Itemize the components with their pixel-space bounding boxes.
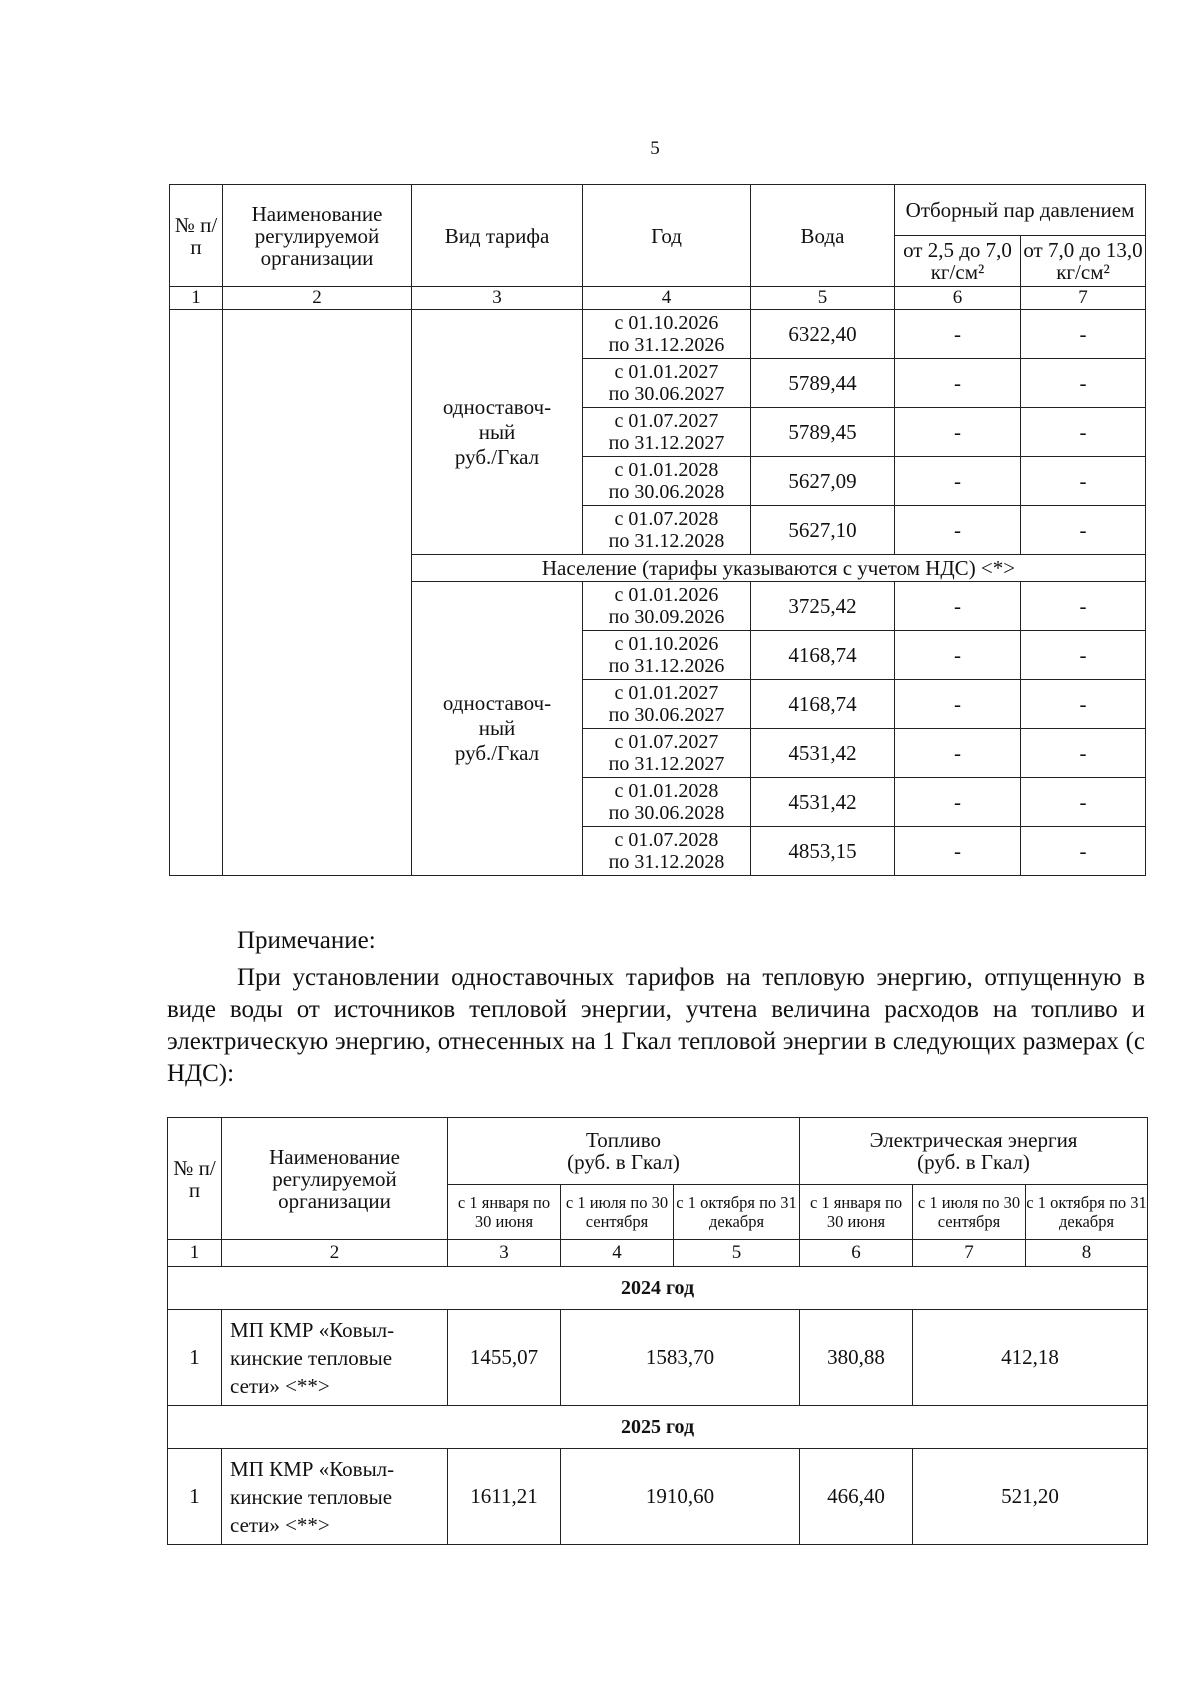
fuel-h2-value: 1910,60 <box>561 1449 800 1545</box>
steam-low-value: - <box>895 506 1021 555</box>
elec-h1-value: 466,40 <box>800 1449 913 1545</box>
steam-low-value: - <box>895 408 1021 457</box>
header-period: с 1 октября по 31 декабря <box>674 1185 800 1240</box>
col-index: 2 <box>222 1240 448 1267</box>
num-cell: 1 <box>168 1310 222 1406</box>
col-index: 2 <box>223 287 412 310</box>
steam-high-value: - <box>1021 310 1146 359</box>
fuel-h1-value: 1455,07 <box>448 1310 561 1406</box>
header-steam-high: от 7,0 до 13,0 кг/см² <box>1021 236 1146 287</box>
year-row <box>168 1267 1148 1310</box>
period-cell: с 01.07.2027 по 31.12.2027 <box>583 408 751 457</box>
steam-high-value: - <box>1021 729 1146 778</box>
period-cell: с 01.01.2026 по 30.09.2026 <box>583 582 751 631</box>
header-period: с 1 января по 30 июня <box>800 1185 913 1240</box>
header-num: № п/п <box>168 1118 222 1240</box>
year-label: 2024 год <box>168 1267 1148 1310</box>
col-index: 1 <box>168 1240 222 1267</box>
header-period: с 1 октября по 31 декабря <box>1026 1185 1148 1240</box>
population-label: Население (тарифы указываются с учетом НДС) <*> <box>412 555 1146 582</box>
water-value: 4531,42 <box>751 729 895 778</box>
org-cell <box>223 310 412 876</box>
header-org: Наименование регулируемой организации <box>223 185 412 287</box>
period-cell: с 01.07.2028 по 31.12.2028 <box>583 827 751 876</box>
org-name: МП КМР «Ковыл- кинские тепловые сети» <**> <box>222 1310 448 1406</box>
water-value: 4853,15 <box>751 827 895 876</box>
col-index: 3 <box>448 1240 561 1267</box>
steam-low-value: - <box>895 778 1021 827</box>
header-year: Год <box>583 185 751 287</box>
steam-high-value: - <box>1021 408 1146 457</box>
note-body: При установлении одноставочных тарифов на тепловую энергию, отпущенную в виде воды от источников тепловой энергии, учтена величина расходов на топливо и электрическую энергию, отнесенных на 1 Гкал тепловой энергии в следующих размерах (с НДС): <box>167 964 1145 1087</box>
header-electricity: Электрическая энергия (руб. в Гкал) <box>800 1118 1148 1185</box>
period-cell: с 01.01.2027 по 30.06.2027 <box>583 680 751 729</box>
cost-table <box>167 1117 1148 1545</box>
steam-high-value: - <box>1021 506 1146 555</box>
table-row <box>168 1449 1148 1545</box>
steam-high-value: - <box>1021 582 1146 631</box>
tariff-type-cell: одноставоч- ный руб./Гкал <box>412 310 583 555</box>
org-name: МП КМР «Ковыл- кинские тепловые сети» <**> <box>222 1449 448 1545</box>
steam-low-value: - <box>895 827 1021 876</box>
elec-h2-value: 521,20 <box>913 1449 1148 1545</box>
fuel-h2-value: 1583,70 <box>561 1310 800 1406</box>
header-org: Наименование регулируемой организации <box>222 1118 448 1240</box>
year-label: 2025 год <box>168 1406 1148 1449</box>
tariff-type-cell: одноставоч- ный руб./Гкал <box>412 582 583 876</box>
steam-low-value: - <box>895 680 1021 729</box>
water-value: 5789,44 <box>751 359 895 408</box>
header-period: с 1 июля по 30 сентября <box>913 1185 1026 1240</box>
col-index: 8 <box>1026 1240 1148 1267</box>
header-period: с 1 июля по 30 сентября <box>561 1185 674 1240</box>
header-water: Вода <box>751 185 895 287</box>
water-value: 6322,40 <box>751 310 895 359</box>
column-index-row <box>168 1240 1148 1267</box>
steam-low-value: - <box>895 359 1021 408</box>
steam-high-value: - <box>1021 827 1146 876</box>
steam-low-value: - <box>895 631 1021 680</box>
steam-low-value: - <box>895 310 1021 359</box>
col-index: 5 <box>674 1240 800 1267</box>
num-cell: 1 <box>168 1449 222 1545</box>
water-value: 3725,42 <box>751 582 895 631</box>
steam-high-value: - <box>1021 359 1146 408</box>
tariff-table <box>169 184 1146 876</box>
col-index: 6 <box>895 287 1021 310</box>
period-cell: с 01.01.2028 по 30.06.2028 <box>583 778 751 827</box>
header-steam: Отборный пар давлением <box>895 185 1146 236</box>
steam-high-value: - <box>1021 778 1146 827</box>
water-value: 4168,74 <box>751 631 895 680</box>
col-index: 7 <box>1021 287 1146 310</box>
header-period: с 1 января по 30 июня <box>448 1185 561 1240</box>
header-num: № п/п <box>170 185 223 287</box>
elec-h2-value: 412,18 <box>913 1310 1148 1406</box>
water-value: 4168,74 <box>751 680 895 729</box>
table-row <box>168 1310 1148 1406</box>
header-tariff: Вид тарифа <box>412 185 583 287</box>
page-number: 5 <box>650 138 660 159</box>
column-index-row <box>170 287 1146 310</box>
steam-low-value: - <box>895 457 1021 506</box>
year-row <box>168 1406 1148 1449</box>
steam-high-value: - <box>1021 631 1146 680</box>
header-fuel: Топливо (руб. в Гкал) <box>448 1118 800 1185</box>
fuel-h1-value: 1611,21 <box>448 1449 561 1545</box>
table-row <box>170 310 1146 359</box>
steam-low-value: - <box>895 729 1021 778</box>
water-value: 5627,09 <box>751 457 895 506</box>
steam-high-value: - <box>1021 457 1146 506</box>
elec-h1-value: 380,88 <box>800 1310 913 1406</box>
header-steam-low: от 2,5 до 7,0 кг/см² <box>895 236 1021 287</box>
water-value: 4531,42 <box>751 778 895 827</box>
col-index: 5 <box>751 287 895 310</box>
period-cell: с 01.01.2027 по 30.06.2027 <box>583 359 751 408</box>
period-cell: с 01.10.2026 по 31.12.2026 <box>583 310 751 359</box>
col-index: 4 <box>561 1240 674 1267</box>
col-index: 7 <box>913 1240 1026 1267</box>
steam-low-value: - <box>895 582 1021 631</box>
col-index: 6 <box>800 1240 913 1267</box>
col-index: 1 <box>170 287 223 310</box>
period-cell: с 01.10.2026 по 31.12.2026 <box>583 631 751 680</box>
period-cell: с 01.07.2028 по 31.12.2028 <box>583 506 751 555</box>
water-value: 5627,10 <box>751 506 895 555</box>
col-index: 3 <box>412 287 583 310</box>
num-cell <box>170 310 223 876</box>
col-index: 4 <box>583 287 751 310</box>
period-cell: с 01.07.2027 по 31.12.2027 <box>583 729 751 778</box>
note-title: Примечание: <box>237 927 376 954</box>
steam-high-value: - <box>1021 680 1146 729</box>
period-cell: с 01.01.2028 по 30.06.2028 <box>583 457 751 506</box>
water-value: 5789,45 <box>751 408 895 457</box>
